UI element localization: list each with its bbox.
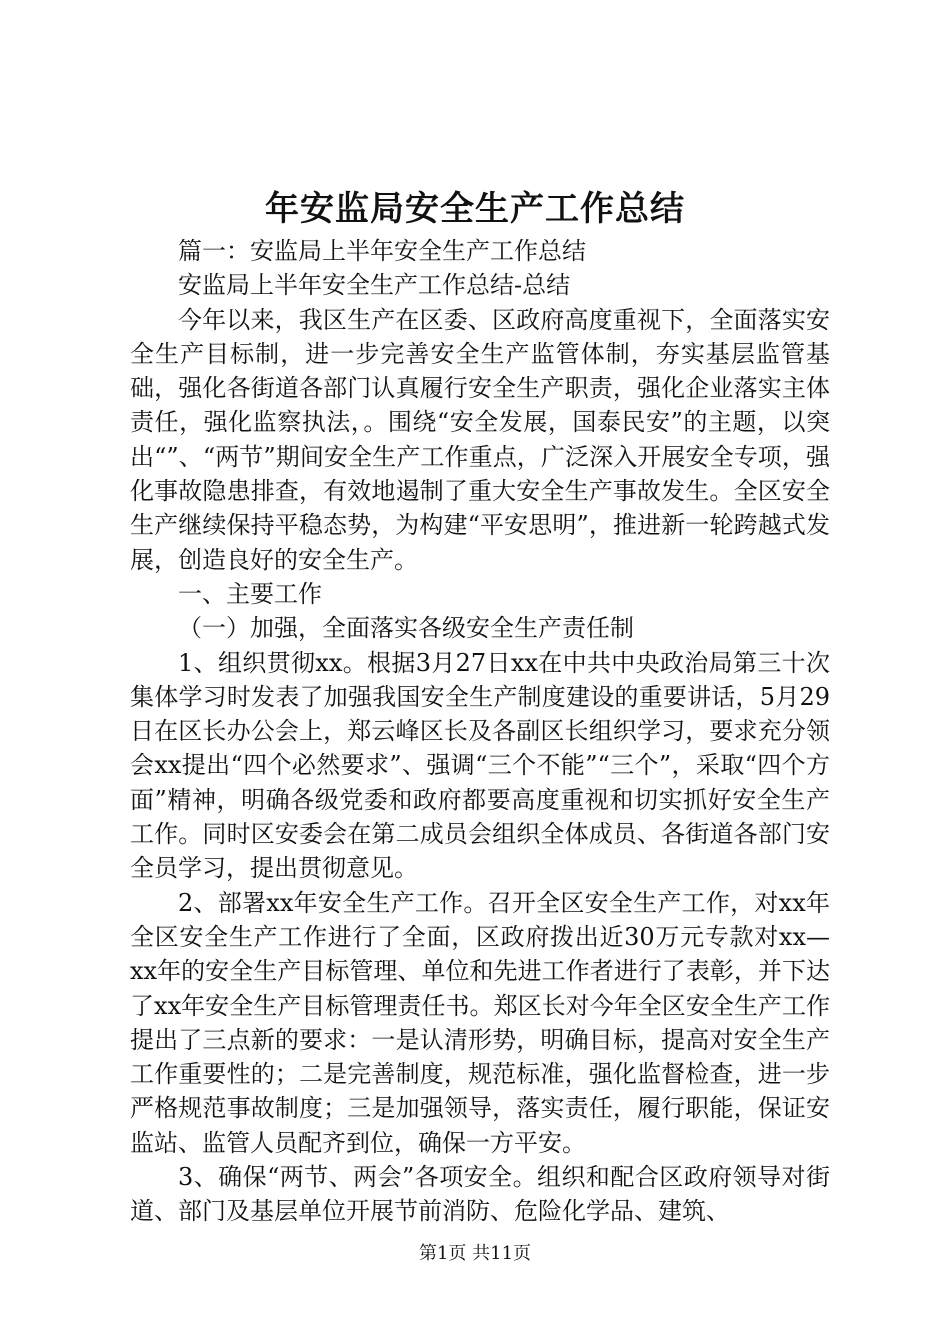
document-body bbox=[130, 234, 830, 1229]
section-subheading: 安监局上半年安全生产工作总结-总结 bbox=[178, 271, 571, 300]
body-subheading: （一）加强，全面落实各级安全生产责任制 bbox=[178, 614, 634, 643]
body-heading: 一、主要工作 bbox=[178, 579, 322, 608]
body-paragraph: 今年以来，我区生产在区委、区政府高度重视下，全面落实安全生产目标制，进一步完善安全生产监管体制，夯实基层监管基础，强化各街道各部门认真履行安全生产职责，强化企业落实主体责任，强化监察执法，。围绕“安全发展，国泰民安”的主题，以突出“”、“两节”期间安全生产工作重点，广泛深入开展安全专项，强化事故隐患排查，有效地遏制了重大安全生产事故发生。全区安全生产继续保持平稳态势，为构建“平安思明”，推进新一轮跨越式发展，创造良好的安全生产。 bbox=[130, 305, 830, 574]
section-heading: 篇一：安监局上半年安全生产工作总结 bbox=[178, 237, 586, 265]
document-title: 年安监局安全生产工作总结 bbox=[265, 189, 685, 229]
body-paragraph: 2、部署xx年安全生产工作。召开全区安全生产工作，对xx年全区安全生产工作进行了全面，区政府拨出近30万元专款对xx—xx年的安全生产目标管理、单位和先进工作者进行了表彰，并下达了xx年安全生产目标管理责任书。郑区长对今年全区安全生产工作提出了三点新的要求：一是认清形势，明确目标，提高对安全生产工作重要性的；二是完善制度，规范标准，强化监督检查，进一步严格规范事故制度；三是加强领导，落实责任，履行职能，保证安监站、监管人员配齐到位，确保一方平安。 bbox=[130, 888, 830, 1157]
page-footer: 第1页 共11页 bbox=[418, 1243, 532, 1264]
body-paragraph: 3、确保“两节、两会”各项安全。组织和配合区政府领导对街道、部门及基层单位开展节前消防、危险化学品、建筑、 bbox=[130, 1163, 830, 1226]
body-paragraph: 1、组织贯彻xx。根据3月27日xx在中共中央政治局第三十次集体学习时发表了加强我国安全生产制度建设的重要讲话，5月29日在区长办公会上，郑云峰区长及各副区长组织学习，要求充分领会xx提出“四个必然要求”、强调“三个不能”“三个”，采取“四个方面”精神，明确各级党委和政府都要高度重视和切实抓好安全生产工作。同时区安委会在第二成员会组织全体成员、各街道各部门安全员学习，提出贯彻意见。 bbox=[130, 648, 830, 883]
